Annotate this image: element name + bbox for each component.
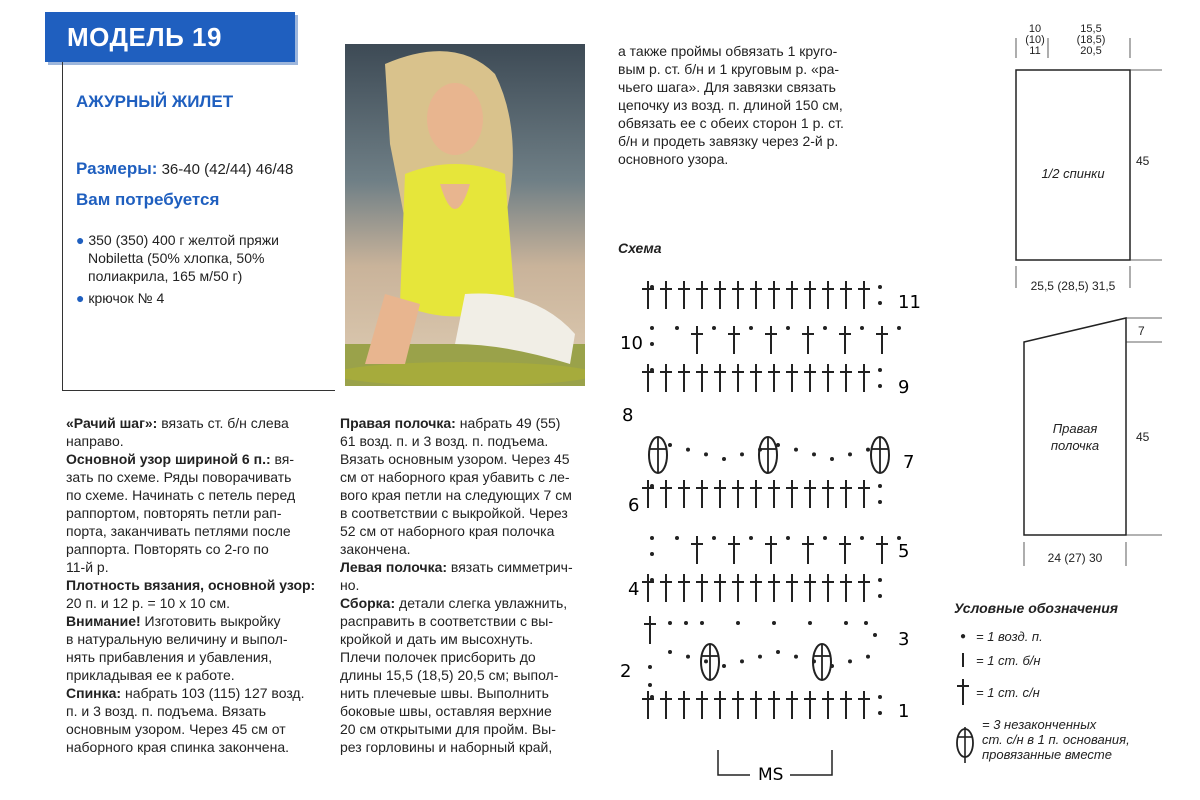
front-height: 45: [1136, 430, 1150, 444]
double-crochet-mark: [786, 574, 798, 602]
chain-mark: [650, 326, 654, 330]
double-crochet-mark: [714, 574, 726, 602]
text-line: б/н и продеть завязку через 2-й р.: [618, 133, 839, 149]
pattern-title: АЖУРНЫЙ ЖИЛЕТ: [76, 92, 234, 111]
double-crochet-mark: [822, 364, 834, 392]
back-shape: [1016, 70, 1130, 260]
text-line: нить плечевые швы. Выполнить: [340, 685, 549, 701]
chain-mark: [684, 621, 688, 625]
text-line: см от наборного края убавить с ле-: [340, 469, 570, 485]
double-crochet-mark: [691, 536, 703, 564]
chain-mark: [878, 484, 882, 488]
double-crochet-mark: [822, 281, 834, 309]
double-crochet-mark: [714, 691, 726, 719]
chain-mark: [794, 448, 798, 452]
text-line: п. и 3 возд. п. подъема. Вязать: [66, 703, 267, 719]
double-crochet-mark: [839, 326, 851, 354]
materials-title: Вам потребуется: [76, 190, 220, 209]
text-line: наборного края спинка закончена.: [66, 739, 290, 755]
chain-mark: [844, 621, 848, 625]
chain-mark: [736, 621, 740, 625]
double-crochet-mark: [750, 480, 762, 508]
text-line: а также проймы обвязать 1 круго-: [618, 43, 838, 59]
chain-mark: [668, 650, 672, 654]
text-line: вого края петли на следующих 7 см: [340, 487, 572, 503]
chain-mark: [878, 368, 882, 372]
double-crochet-mark: [802, 536, 814, 564]
double-crochet-mark: [768, 691, 780, 719]
chain-mark: [712, 536, 716, 540]
double-crochet-mark: [678, 574, 690, 602]
chain-mark: [704, 452, 708, 456]
chain-mark: [878, 695, 882, 699]
sizes-value: 36-40 (42/44) 46/48: [161, 161, 294, 178]
chain-mark: [650, 536, 654, 540]
text-column-2: [340, 414, 596, 756]
cluster-mark: [871, 437, 889, 473]
double-crochet-mark: [840, 691, 852, 719]
repeat-label: MS: [758, 765, 784, 785]
double-crochet-mark: [696, 691, 708, 719]
text-line: прикладывая ее к работе.: [66, 667, 235, 683]
double-crochet-mark: [732, 281, 744, 309]
text-column-3: [618, 42, 880, 168]
chain-mark: [864, 621, 868, 625]
text-line: Левая полочка: вязать симметрич-: [340, 559, 573, 575]
chain-mark: [866, 655, 870, 659]
double-crochet-mark: [840, 281, 852, 309]
chain-mark: [860, 326, 864, 330]
text-line: вым р. ст. б/н и 1 круговым р. «ра-: [618, 61, 840, 77]
materials-line: 350 (350) 400 г желтой пряжи: [88, 232, 280, 248]
chain-mark: [749, 536, 753, 540]
text-line: основного узора.: [618, 151, 729, 167]
double-crochet-mark: [714, 364, 726, 392]
double-crochet-mark: [786, 281, 798, 309]
double-crochet-mark: [678, 480, 690, 508]
row-number: 1: [898, 701, 910, 722]
double-crochet-mark: [802, 326, 814, 354]
text-line: Основной узор шириной 6 п.: вя-: [66, 451, 295, 467]
text-line: основным узором. Через 45 см от: [66, 721, 286, 737]
double-crochet-mark: [876, 536, 888, 564]
double-crochet-mark: [660, 574, 672, 602]
double-crochet-mark: [750, 574, 762, 602]
back-height: 45: [1136, 154, 1150, 168]
double-crochet-mark: [768, 364, 780, 392]
text-line: 61 возд. п. и 3 возд. п. подъема.: [340, 433, 549, 449]
double-crochet-mark: [858, 574, 870, 602]
row-number: 8: [622, 405, 634, 426]
chain-mark: [878, 578, 882, 582]
back-width: 25,5 (28,5) 31,5: [1030, 279, 1116, 293]
double-crochet-mark: [696, 364, 708, 392]
double-crochet-mark: [822, 691, 834, 719]
legend-text: = 1 ст. б/н: [976, 652, 1041, 668]
chain-mark: [650, 368, 654, 372]
text-line: длины 15,5 (18,5) 20,5 см; выпол-: [340, 667, 559, 683]
legend-item: [954, 717, 1194, 767]
chain-mark: [700, 621, 704, 625]
back-label: 1/2 спинки: [1041, 166, 1105, 181]
double-crochet-mark: [644, 616, 656, 644]
chain-mark: [675, 536, 679, 540]
text-line: Внимание! Изготовить выкройку: [66, 613, 281, 629]
chain-mark: [897, 536, 901, 540]
double-crochet-mark: [660, 691, 672, 719]
photo-illustration: [345, 44, 585, 386]
row-number: 11: [898, 292, 921, 313]
cluster-mark: [701, 644, 719, 680]
chain-mark: [860, 536, 864, 540]
double-crochet-mark: [732, 691, 744, 719]
chain-mark: [740, 659, 744, 663]
bullet-icon: ●: [76, 290, 85, 306]
double-crochet-mark: [786, 364, 798, 392]
chain-mark: [786, 536, 790, 540]
chain-mark: [650, 695, 654, 699]
double-crochet-mark: [858, 364, 870, 392]
text-line: Вязать основным узором. Через 45: [340, 451, 570, 467]
chain-mark: [786, 326, 790, 330]
text-line: чьего шага». Для завязки связать: [618, 79, 836, 95]
chain-mark: [758, 448, 762, 452]
row-number: 2: [620, 661, 632, 682]
chain-mark: [740, 452, 744, 456]
chain-mark: [878, 594, 882, 598]
legend-item: [954, 673, 1194, 711]
double-crochet-mark: [768, 574, 780, 602]
materials-item: [76, 289, 164, 307]
text-line: в соответствии с выкройкой. Через: [340, 505, 568, 521]
model-photo: [345, 44, 585, 386]
chain-mark: [668, 443, 672, 447]
double-crochet-mark: [840, 364, 852, 392]
cluster-mark: [649, 437, 667, 473]
chain-mark: [878, 500, 882, 504]
text-line: закончена.: [340, 541, 411, 557]
text-line: в натуральную величину и выпол-: [66, 631, 288, 647]
chain-mark: [848, 659, 852, 663]
front-width: 24 (27) 30: [1047, 551, 1103, 565]
double-crochet-mark: [858, 480, 870, 508]
row-number: 10: [620, 333, 643, 354]
legend-item: [954, 647, 1194, 673]
double-crochet-mark: [732, 574, 744, 602]
double-crochet-mark: [858, 691, 870, 719]
double-crochet-mark: [732, 480, 744, 508]
double-crochet-mark: [728, 536, 740, 564]
sizes-line: [76, 159, 293, 179]
chain-mark: [878, 384, 882, 388]
legend-text: = 1 возд. п.: [976, 628, 1043, 644]
chain-mark: [878, 285, 882, 289]
chain-mark: [897, 326, 901, 330]
chain-mark: [866, 448, 870, 452]
double-crochet-mark: [765, 536, 777, 564]
double-crochet-mark: [768, 281, 780, 309]
text-line: раппорта. Повторять со 2-го по: [66, 541, 269, 557]
text-line: Плотность вязания, основной узор:: [66, 577, 316, 593]
text-line: но.: [340, 577, 360, 593]
double-crochet-mark: [840, 574, 852, 602]
chain-stitch-icon: ●: [959, 630, 967, 642]
row-number: 4: [628, 579, 640, 600]
double-crochet-mark: [750, 691, 762, 719]
row-number: 5: [898, 541, 910, 562]
text-line: направо.: [66, 433, 124, 449]
materials-item: [76, 231, 279, 285]
chain-mark: [648, 665, 652, 669]
double-crochet-mark: [714, 480, 726, 508]
chain-mark: [650, 484, 654, 488]
text-line: рез горловины и наборный край,: [340, 739, 553, 755]
text-line: цепочку из возд. п. длиной 150 см,: [618, 97, 843, 113]
materials-line: полиакрила, 165 м/50 г): [88, 268, 243, 284]
chain-mark: [848, 452, 852, 456]
chain-mark: [648, 683, 652, 687]
row-number: 9: [898, 377, 910, 398]
chain-mark: [808, 621, 812, 625]
chain-mark: [812, 659, 816, 663]
double-crochet-mark: [691, 326, 703, 354]
chain-mark: [704, 659, 708, 663]
single-crochet-icon: [954, 651, 972, 669]
chain-mark: [878, 301, 882, 305]
double-crochet-mark: [804, 480, 816, 508]
cluster-mark: [759, 437, 777, 473]
double-crochet-mark: [765, 326, 777, 354]
text-line: обвязать ее с обеих сторон 1 р. ст.: [618, 115, 844, 131]
chain-mark: [758, 655, 762, 659]
front-top-height: 7: [1138, 324, 1145, 338]
chain-mark: [823, 326, 827, 330]
chain-mark: [830, 457, 834, 461]
text-column-1: [66, 414, 318, 756]
double-crochet-mark: [678, 364, 690, 392]
cluster-stitch-icon: [954, 723, 976, 767]
model-banner: МОДЕЛЬ 19: [45, 12, 295, 62]
text-line: по схеме. Начинать с петель перед: [66, 487, 296, 503]
chain-mark: [722, 457, 726, 461]
text-line: 20 см открытыми для пройм. Вы-: [340, 721, 556, 737]
double-crochet-mark: [732, 364, 744, 392]
text-line: 52 см от наборного края полочка: [340, 523, 555, 539]
chain-mark: [650, 578, 654, 582]
double-crochet-mark: [858, 281, 870, 309]
double-crochet-mark: [786, 480, 798, 508]
text-line: боковые швы, оставляя верхние: [340, 703, 552, 719]
double-crochet-mark: [822, 574, 834, 602]
text-line: «Рачий шаг»: вязать ст. б/н слева: [66, 415, 289, 431]
chart-title: Схема: [618, 240, 662, 256]
double-crochet-mark: [696, 574, 708, 602]
text-line: раппортом, повторять петли рап-: [66, 505, 282, 521]
chain-mark: [873, 633, 877, 637]
chain-mark: [650, 342, 654, 346]
double-crochet-mark: [660, 480, 672, 508]
back-dim-left: 10 (10) 11: [1025, 23, 1045, 57]
double-crochet-mark: [750, 364, 762, 392]
double-crochet-mark: [786, 691, 798, 719]
legend-title: Условные обозначения: [954, 600, 1119, 616]
chain-mark: [830, 664, 834, 668]
double-crochet-mark: [822, 480, 834, 508]
double-crochet-mark: [660, 364, 672, 392]
chain-mark: [650, 285, 654, 289]
text-line: зать по схеме. Ряды поворачивать: [66, 469, 292, 485]
double-crochet-mark: [804, 281, 816, 309]
legend-item: [954, 625, 1194, 647]
text-line: Правая полочка: набрать 49 (55): [340, 415, 561, 431]
chain-mark: [668, 621, 672, 625]
double-crochet-mark: [696, 480, 708, 508]
chain-mark: [749, 326, 753, 330]
legend-text: = 1 ст. с/н: [976, 684, 1040, 700]
chain-mark: [812, 452, 816, 456]
materials-line: Nobiletta (50% хлопка, 50%: [88, 250, 265, 266]
double-crochet-mark: [678, 691, 690, 719]
text-line: кройкой и дать им высохнуть.: [340, 631, 534, 647]
chain-mark: [776, 443, 780, 447]
chain-mark: [823, 536, 827, 540]
text-line: порта, заканчивать петлями после: [66, 523, 291, 539]
chain-mark: [686, 655, 690, 659]
double-crochet-mark: [804, 574, 816, 602]
chain-mark: [794, 655, 798, 659]
text-line: 11-й р.: [66, 559, 109, 575]
row-number: 3: [898, 629, 910, 650]
double-crochet-mark: [678, 281, 690, 309]
sizes-label: Размеры:: [76, 159, 158, 178]
double-crochet-mark: [804, 691, 816, 719]
double-crochet-mark: [728, 326, 740, 354]
double-crochet-mark: [804, 364, 816, 392]
chart-marks: [642, 281, 901, 719]
double-crochet-mark: [750, 281, 762, 309]
double-crochet-mark: [839, 536, 851, 564]
chain-mark: [650, 552, 654, 556]
back-dim-right: 15,5 (18,5) 20,5: [1076, 23, 1106, 57]
double-crochet-mark: [714, 281, 726, 309]
double-crochet-mark: [840, 480, 852, 508]
chain-mark: [878, 711, 882, 715]
legend: [954, 625, 1194, 767]
chain-mark: [772, 621, 776, 625]
double-crochet-mark: [660, 281, 672, 309]
text-line: Плечи полочек присборить до: [340, 649, 536, 665]
double-crochet-mark: [876, 326, 888, 354]
double-crochet-mark: [696, 281, 708, 309]
chain-mark: [776, 650, 780, 654]
chain-mark: [712, 326, 716, 330]
row-number: 7: [903, 452, 915, 473]
text-line: расправить в соответствии с вы-: [340, 613, 554, 629]
chain-mark: [675, 326, 679, 330]
front-label: Правая полочка: [1050, 421, 1100, 453]
legend-text: = 3 незаконченных ст. с/н в 1 п. основания, провязанные вместе: [982, 717, 1130, 762]
text-line: 20 п. и 12 р. = 10 х 10 см.: [66, 595, 230, 611]
text-line: Спинка: набрать 103 (115) 127 возд.: [66, 685, 305, 701]
materials-line: крючок № 4: [88, 290, 165, 306]
chain-mark: [722, 664, 726, 668]
double-crochet-mark: [768, 480, 780, 508]
bullet-icon: ●: [76, 232, 85, 248]
chain-mark: [686, 448, 690, 452]
text-line: Сборка: детали слегка увлажнить,: [340, 595, 568, 611]
crochet-chart: [610, 265, 940, 790]
text-line: нять прибавления и убавления,: [66, 649, 273, 665]
double-crochet-icon: [954, 677, 972, 707]
row-number: 6: [628, 495, 640, 516]
